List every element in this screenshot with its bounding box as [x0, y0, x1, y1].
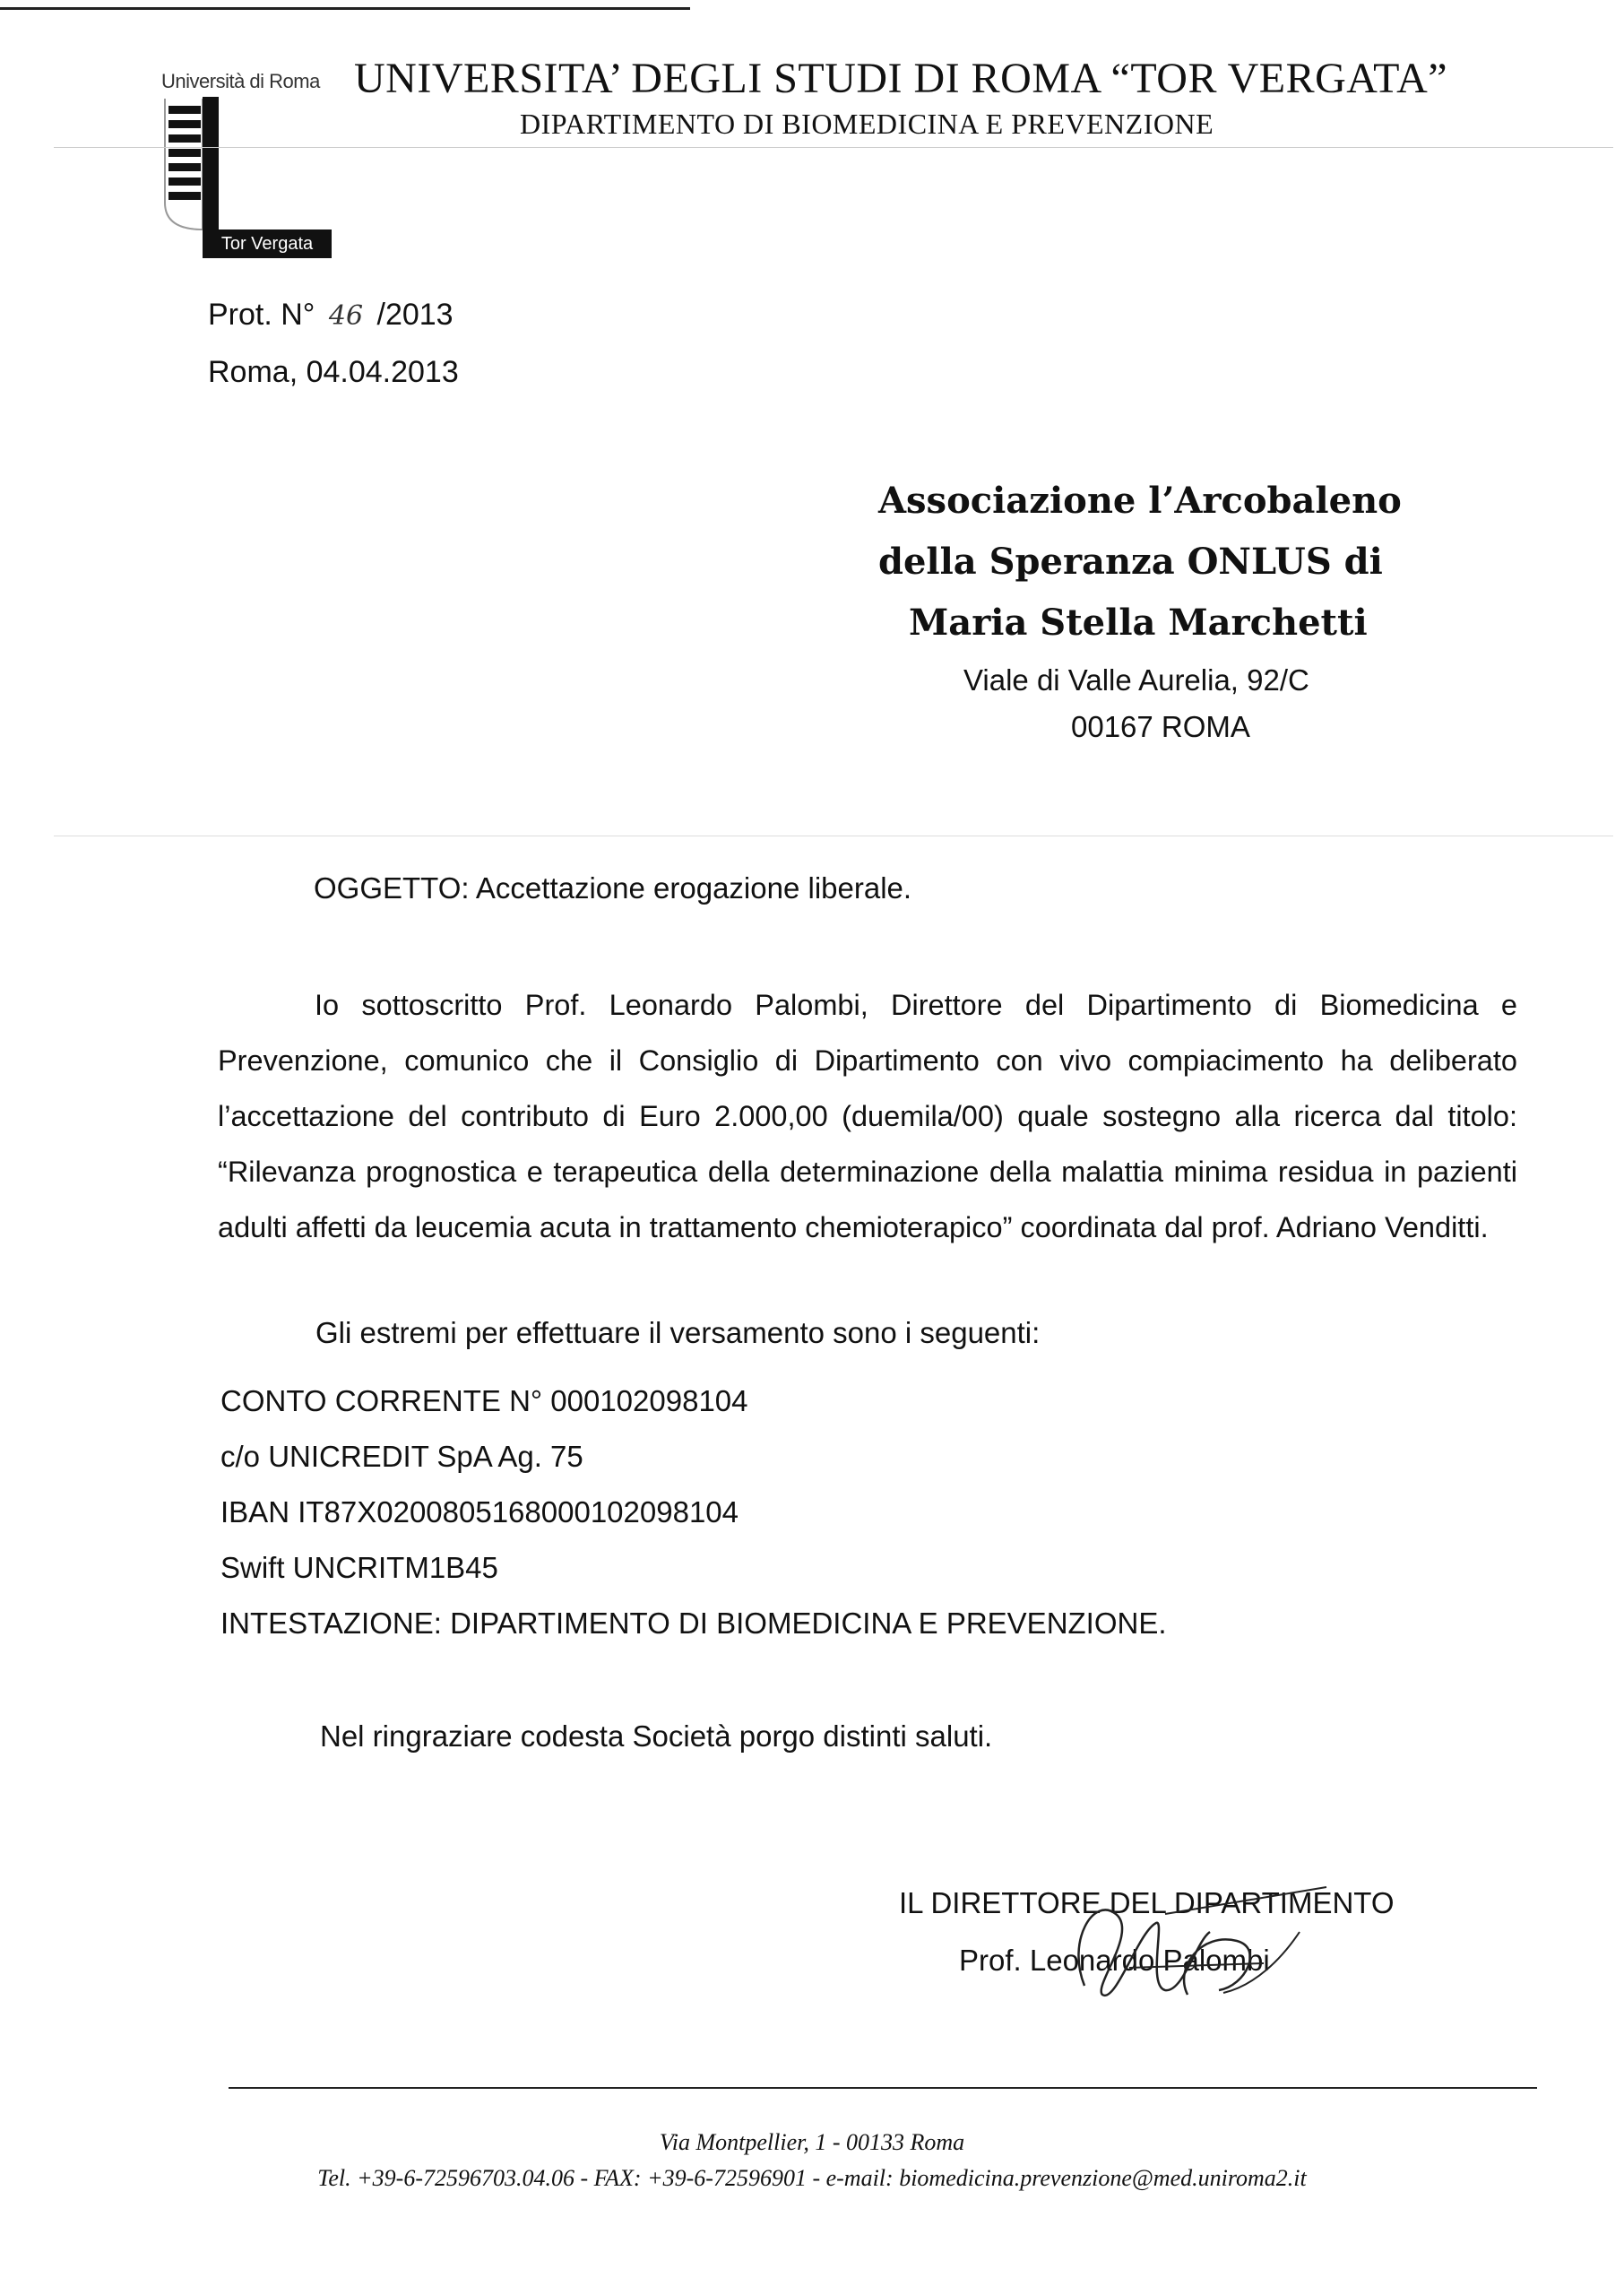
signatory-name: Prof. Leonardo Palombi	[959, 1944, 1270, 1977]
recipient-line-1: Associazione l’Arcobaleno	[878, 480, 1402, 522]
closing-line: Nel ringraziare codesta Società porgo distinti saluti.	[320, 1719, 993, 1753]
letter-subject: OGGETTO: Accettazione erogazione liberale.	[314, 871, 912, 905]
recipient-block	[878, 471, 1559, 750]
bank-name: c/o UNICREDIT SpA Ag. 75	[220, 1440, 583, 1473]
university-name: UNIVERSITA’ DEGLI STUDI DI ROMA “TOR VERGATA”	[354, 55, 1448, 102]
footer-rule	[229, 2087, 1537, 2089]
payment-intro: Gli estremi per effettuare il versamento sono i seguenti:	[315, 1316, 1041, 1349]
bank-details	[220, 1373, 1167, 1651]
logo-top-text: Università di Roma	[161, 70, 320, 92]
header-rule	[54, 147, 1613, 148]
recipient-line-3: Maria Stella Marchetti	[909, 602, 1368, 644]
department-name: DIPARTIMENTO DI BIOMEDICINA E PREVENZIONE	[520, 108, 1214, 140]
footer-contacts: Tel. +39-6-72596703.04.06 - FAX: +39-6-72596901 - e-mail: biomedicina.prevenzione@med.uniroma2.it	[317, 2165, 1307, 2191]
logo-bottom-text: Tor Vergata	[203, 230, 332, 258]
bank-iban: IBAN IT87X0200805168000102098104	[220, 1495, 739, 1529]
recipient-address-street: Viale di Valle Aurelia, 92/C	[963, 663, 1309, 697]
bank-swift: Swift UNCRITM1B45	[220, 1551, 498, 1584]
protocol-number	[208, 298, 454, 333]
recipient-address-city: 00167 ROMA	[1071, 710, 1250, 743]
bank-holder: INTESTAZIONE: DIPARTIMENTO DI BIOMEDICINA E PREVENZIONE.	[220, 1606, 1167, 1640]
body-paragraph: Io sottoscritto Prof. Leonardo Palombi, Direttore del Dipartimento di Biomedicina e Prevenzione, comunico che il Consiglio di Dipartimento con vivo compiacimento ha deliberato l’accettazione del contributo di Euro 2.000,00 (duemila/00) quale sostegno alla ricerca dal titolo: “Rilevanza prognostica e terapeutica della determinazione della malattia minima residua in pazienti adulti affetti da leucemia acuta in trattamento chemioterapico” coordinata dal prof. Adriano Venditti.	[218, 989, 1517, 1243]
protocol-prefix: Prot. N°	[208, 298, 315, 332]
handwritten-signature-icon	[1031, 1878, 1353, 2013]
signatory-title: IL DIRETTORE DEL DIPARTIMENTO	[899, 1886, 1395, 1919]
footer-address: Via Montpellier, 1 - 00133 Roma	[659, 2129, 965, 2155]
protocol-handwritten-number: 46	[328, 300, 364, 332]
recipient-line-2: della Speranza ONLUS di	[878, 541, 1383, 583]
protocol-year: /2013	[376, 298, 454, 332]
letter-date: Roma, 04.04.2013	[208, 355, 459, 389]
university-logo	[161, 70, 332, 258]
top-rule	[0, 7, 690, 10]
bank-account: CONTO CORRENTE N° 000102098104	[220, 1384, 748, 1417]
